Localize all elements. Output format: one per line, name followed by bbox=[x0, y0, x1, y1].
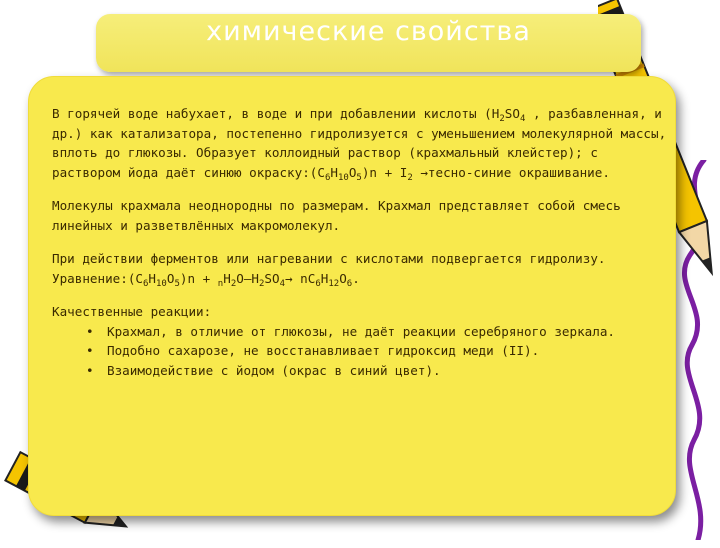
content-text bbox=[52, 104, 667, 380]
list-item: • Крахмал, в отличие от глюкозы, не даёт реакции серебряного зеркала. bbox=[52, 322, 667, 342]
paragraph-enzymes: При действии ферментов или нагревании с кислотами подвергается гидролизу. $Уравнение:(C_6H_{10}O_5)n$ + $_nH_2O—H_2SO_4\to nC_6H_{12}O_6$. bbox=[52, 251, 606, 289]
slide-title: химические свойства bbox=[206, 16, 531, 47]
paragraph-molecules: Молекулы крахмала неоднородны по размерам. Крахмал представляет собой смесь линейных и разветвлённых макромолекул. bbox=[52, 198, 621, 233]
paragraph-swelling-hydrolysis: В горячей воде набухает, в воде и при добавлении кислоты ($H_2SO_4$ , разбавленная, и др.) как катализатора, постепенно гидролизуется с уменьшением молекулярной массы, вплоть до глюкозы. Образует коллоидный раствор (крахмальный клейстер); с раствором йода даёт синюю $окраску:(C_6H_{10}O_5)n + I_2$ →тесно-синие окрашивание. bbox=[52, 106, 667, 183]
reactions-list bbox=[52, 322, 667, 381]
list-item: • Взаимодействие с йодом (окрас в синий цвет). bbox=[52, 361, 667, 381]
list-item: • Подобно сахарозе, не восстанавливает гидроксид меди (II). bbox=[52, 341, 667, 361]
reactions-heading: Качественные реакции: bbox=[52, 304, 212, 319]
